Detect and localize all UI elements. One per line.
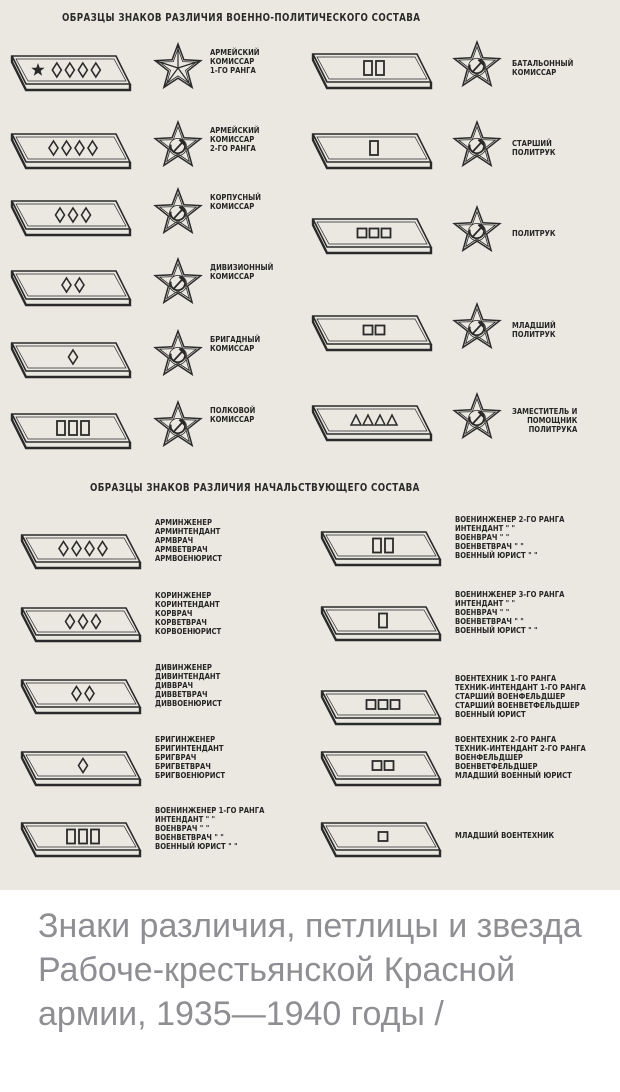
label-line: ВОЕННЫЙ ЮРИСТ " ": [155, 842, 238, 851]
label-line: ВОЕНИНЖЕНЕР 2-ГО РАНГА: [455, 515, 565, 524]
diamond-pip-icon: [82, 208, 91, 222]
label-line: МЛАДШИЙ ВОЕННЫЙ ЮРИСТ: [455, 771, 572, 780]
political-collar-tab: [12, 343, 130, 377]
political-collar-tab: [313, 219, 431, 253]
star-hammer-sickle-icon: [155, 331, 201, 374]
political-rank-label: [512, 139, 555, 157]
diamond-pip-icon: [56, 208, 65, 222]
square-pip-icon: [370, 229, 379, 238]
label-line: АРМИНТЕНДАНТ: [155, 527, 221, 536]
diamond-pip-icon: [75, 278, 84, 292]
label-line: БРИГВРАЧ: [155, 753, 197, 762]
command-collar-tab: [22, 680, 140, 713]
rectangle-pip-icon: [79, 830, 87, 844]
political-collar-tab: [313, 406, 431, 440]
star-hammer-sickle-icon: [454, 207, 500, 250]
label-line: ДИВВЕТВРАЧ: [155, 690, 208, 699]
political-collar-tab: [12, 56, 130, 90]
political-rank-label: [210, 335, 260, 353]
label-line: ДИВВРАЧ: [155, 681, 194, 690]
label-line: ПОЛИТРУК: [512, 228, 556, 238]
square-pip-icon: [382, 229, 391, 238]
command-collar-tab: [22, 752, 140, 785]
political-rank-label: [210, 263, 273, 281]
command-rank-label: [155, 591, 221, 636]
political-collar-tab: [12, 201, 130, 235]
label-line: ВОЕНВРАЧ " ": [455, 608, 510, 617]
square-pip-icon: [358, 229, 367, 238]
star-hammer-sickle-icon: [155, 189, 201, 232]
label-line: ПОЛИТРУК: [512, 148, 556, 157]
label-line: БРИГВЕТВРАЧ: [155, 762, 211, 771]
command-collar-tab: [322, 823, 440, 856]
label-line: КОМИССАР: [210, 57, 255, 66]
command-rank-label: [455, 735, 586, 780]
diamond-pip-icon: [91, 63, 100, 77]
diamond-pip-icon: [88, 141, 97, 155]
label-line: КОРВРАЧ: [155, 609, 193, 618]
label-line: ВОЕНВРАЧ " ": [455, 533, 510, 542]
label-line: ИНТЕНДАНТ " ": [155, 815, 216, 824]
diamond-pip-icon: [69, 208, 78, 222]
label-line: КОМИССАР: [210, 415, 255, 424]
small-star-icon: [31, 63, 44, 76]
diamond-pip-icon: [78, 63, 87, 77]
square-pip-icon: [373, 761, 382, 770]
command-collar-tab: [322, 607, 440, 640]
political-rank-label: [512, 59, 573, 77]
square-pip-icon: [379, 832, 388, 841]
label-line: ВОЕННЫЙ ЮРИСТ " ": [455, 626, 538, 635]
label-line: КОМИССАР: [210, 202, 255, 211]
label-line: АРМЕЙСКИЙ: [210, 126, 260, 135]
label-line: 1-ГО РАНГА: [210, 66, 256, 75]
label-line: КОРВЕТВРАЧ: [155, 618, 207, 627]
political-collar-tab: [12, 414, 130, 448]
diamond-pip-icon: [92, 615, 101, 629]
label-line: ВОЕНВЕТФЕЛЬДШЕР: [455, 762, 538, 771]
diamond-pip-icon: [98, 542, 107, 556]
label-line: ПОЛИТРУК: [512, 330, 556, 339]
political-collar-tab: [313, 134, 431, 168]
label-line: СТАРШИЙ ВОЕНФЕЛЬДШЕР: [455, 692, 566, 701]
diamond-pip-icon: [72, 687, 81, 701]
label-line: КОМИССАР: [210, 135, 255, 144]
square-pip-icon: [376, 326, 385, 335]
triangle-pip-icon: [363, 415, 373, 425]
label-line: АРМВОЕНЮРИСТ: [155, 554, 222, 563]
rectangle-pip-icon: [67, 830, 75, 844]
label-line: ПОЛИТРУКА: [528, 424, 578, 434]
political-collar-tab: [313, 54, 431, 88]
command-collar-tab: [322, 532, 440, 565]
political-collar-tab: [313, 316, 431, 350]
label-line: ТЕХНИК-ИНТЕНДАНТ 1-ГО РАНГА: [455, 683, 586, 692]
square-pip-icon: [385, 761, 394, 770]
label-line: ЗАМЕСТИТЕЛЬ И: [512, 406, 578, 416]
political-rank-label: [210, 48, 260, 75]
command-collar-tab: [22, 608, 140, 641]
diamond-pip-icon: [72, 542, 81, 556]
command-rank-label: [455, 590, 564, 635]
command-rank-label: [155, 663, 222, 708]
label-line: БРИГИНТЕНДАНТ: [155, 744, 224, 753]
star-hammer-sickle-icon: [155, 259, 201, 302]
label-line: ПОЛКОВОЙ: [210, 406, 256, 415]
label-line: ВОЕННЫЙ ЮРИСТ: [455, 710, 526, 719]
label-line: МЛАДШИЙ: [512, 321, 556, 330]
diamond-pip-icon: [79, 615, 88, 629]
label-line: ВОЕНФЕЛЬДШЕР: [455, 753, 523, 762]
political-rank-label: [512, 229, 555, 238]
label-line: КОРВОЕНЮРИСТ: [155, 627, 222, 636]
star-hammer-sickle-icon: [454, 122, 500, 165]
label-line: ПОМОЩНИК: [527, 415, 578, 425]
political-rank-label: [512, 321, 556, 339]
triangle-pip-icon: [387, 415, 397, 425]
square-pip-icon: [367, 700, 376, 709]
command-collar-tab: [322, 691, 440, 724]
label-line: ВОЕНВЕТВРАЧ " ": [455, 542, 524, 551]
label-line: ДИВИНЖЕНЕР: [155, 663, 212, 672]
diamond-pip-icon: [52, 63, 61, 77]
rectangle-pip-icon: [373, 539, 381, 553]
label-line: ВОЕНТЕХНИК 1-ГО РАНГА: [455, 674, 557, 683]
rectangle-pip-icon: [69, 421, 77, 435]
diamond-pip-icon: [79, 759, 88, 773]
political-rank-label: [210, 126, 260, 153]
label-line: КОМИССАР: [210, 272, 255, 281]
rectangle-pip-icon: [370, 141, 378, 155]
label-line: ВОЕНВРАЧ " ": [155, 824, 210, 833]
political-rank-label: [210, 406, 255, 424]
rectangle-pip-icon: [379, 614, 387, 628]
star-hammer-sickle-icon: [454, 394, 500, 437]
label-line: ВОЕННЫЙ ЮРИСТ " ": [455, 551, 538, 560]
label-line: АРМВРАЧ: [155, 536, 194, 545]
command-rank-label: [155, 806, 264, 851]
rectangle-pip-icon: [364, 61, 372, 75]
label-line: ВОЕНИНЖЕНЕР 3-ГО РАНГА: [455, 590, 565, 599]
label-line: ИНТЕНДАНТ " ": [455, 599, 516, 608]
label-line: СТАРШИЙ: [512, 139, 552, 148]
label-line: ВОЕНИНЖЕНЕР 1-ГО РАНГА: [155, 806, 265, 815]
political-collar-tab: [12, 271, 130, 305]
label-line: ВОЕНВЕТВРАЧ " ": [455, 617, 524, 626]
label-line: 2-ГО РАНГА: [210, 144, 256, 153]
label-line: МЛАДШИЙ ВОЕНТЕХНИК: [455, 831, 555, 840]
label-line: КОМИССАР: [210, 344, 255, 353]
rectangle-pip-icon: [376, 61, 384, 75]
star-hammer-sickle-icon: [454, 304, 500, 347]
political-collar-tab: [12, 134, 130, 168]
heading-command-staff: ОБРАЗЦЫ ЗНАКОВ РАЗЛИЧИЯ НАЧАЛЬСТВУЮЩЕГО СОСТАВА: [90, 482, 420, 494]
label-line: АРМИНЖЕНЕР: [155, 518, 212, 527]
command-collar-tab: [22, 823, 140, 856]
label-line: АРМЕЙСКИЙ: [210, 48, 260, 57]
label-line: ДИВВОЕНЮРИСТ: [155, 699, 222, 708]
red-star-icon: [155, 44, 201, 87]
label-line: БРИГВОЕНЮРИСТ: [155, 771, 226, 780]
label-line: ДИВИНТЕНДАНТ: [155, 672, 221, 681]
diamond-pip-icon: [85, 687, 94, 701]
diamond-pip-icon: [62, 278, 71, 292]
diamond-pip-icon: [62, 141, 71, 155]
label-line: АРМВЕТВРАЧ: [155, 545, 208, 554]
label-line: БРИГИНЖЕНЕР: [155, 735, 216, 744]
rectangle-pip-icon: [91, 830, 99, 844]
label-line: ВОЕНТЕХНИК 2-ГО РАНГА: [455, 735, 557, 744]
command-rank-label: [455, 674, 586, 719]
image-caption: Знаки различия, петлицы и звезда Рабоче-крестьянской Красной армии, 1935—1940 годы /: [38, 907, 582, 1033]
heading-political-staff: ОБРАЗЦЫ ЗНАКОВ РАЗЛИЧИЯ ВОЕННО-ПОЛИТИЧЕСКОГО СОСТАВА: [62, 12, 421, 24]
diamond-pip-icon: [69, 350, 78, 364]
label-line: КОРИНТЕНДАНТ: [155, 600, 220, 609]
diamond-pip-icon: [65, 63, 74, 77]
triangle-pip-icon: [375, 415, 385, 425]
label-line: ТЕХНИК-ИНТЕНДАНТ 2-ГО РАНГА: [455, 744, 586, 753]
command-collar-tab: [22, 535, 140, 568]
square-pip-icon: [364, 326, 373, 335]
triangle-pip-icon: [351, 415, 361, 425]
label-line: ДИВИЗИОННЫЙ: [210, 263, 274, 272]
political-rank-label: [210, 193, 261, 211]
command-rank-label: [155, 518, 222, 563]
rectangle-pip-icon: [81, 421, 89, 435]
rectangle-pip-icon: [57, 421, 65, 435]
diamond-pip-icon: [59, 542, 68, 556]
star-hammer-sickle-icon: [155, 122, 201, 165]
star-hammer-sickle-icon: [155, 402, 201, 445]
rectangle-pip-icon: [385, 539, 393, 553]
label-line: ВОЕНВЕТВРАЧ " ": [155, 833, 224, 842]
political-rank-label: [512, 407, 577, 434]
square-pip-icon: [391, 700, 400, 709]
label-line: БАТАЛЬОННЫЙ: [512, 59, 574, 68]
label-line: БРИГАДНЫЙ: [210, 335, 261, 344]
label-line: КОРПУСНЫЙ: [210, 193, 261, 202]
command-rank-label: [455, 831, 554, 840]
diamond-pip-icon: [66, 615, 75, 629]
diamond-pip-icon: [75, 141, 84, 155]
diamond-pip-icon: [49, 141, 58, 155]
label-line: СТАРШИЙ ВОЕНВЕТФЕЛЬДШЕР: [455, 701, 580, 710]
diamond-pip-icon: [85, 542, 94, 556]
command-rank-label: [455, 515, 564, 560]
label-line: КОМИССАР: [512, 68, 557, 77]
label-line: КОРИНЖЕНЕР: [155, 591, 212, 600]
command-rank-label: [155, 735, 225, 780]
star-hammer-sickle-icon: [454, 42, 500, 85]
command-collar-tab: [322, 752, 440, 785]
label-line: ИНТЕНДАНТ " ": [455, 524, 516, 533]
square-pip-icon: [379, 700, 388, 709]
